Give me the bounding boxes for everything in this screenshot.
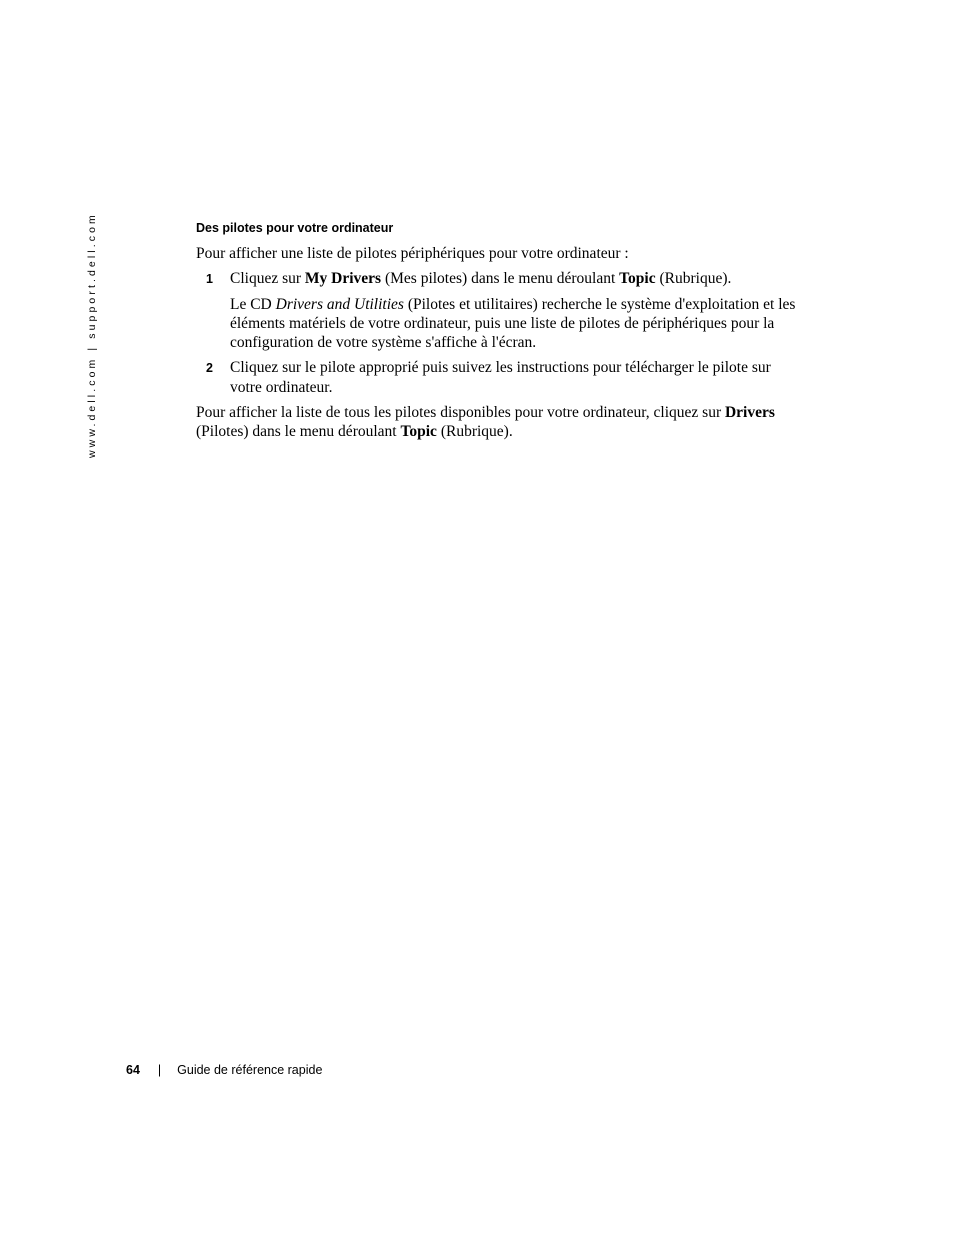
drivers-label: Drivers (724, 404, 775, 422)
step-2 (196, 358, 796, 397)
steps-list (196, 269, 796, 397)
intro-paragraph: Pour afficher une liste de pilotes périphériques pour votre ordinateur : (196, 245, 629, 262)
step-number: 1 (206, 272, 213, 287)
main-content (196, 220, 796, 448)
topic-label: Topic (619, 270, 656, 288)
side-url: www.dell.com | support.dell.com (86, 212, 98, 458)
step-2-text: Cliquez sur le pilote approprié puis suivez les instructions pour télécharger le pilote sur votre ordinateur. (230, 359, 771, 396)
cd-title: Drivers and Utilities (275, 295, 404, 313)
step-1 (196, 269, 796, 352)
step-number: 2 (206, 361, 213, 376)
step-1-text: Cliquez sur My Drivers (Mes pilotes) dans le menu déroulant Topic (Rubrique). (230, 270, 732, 288)
my-drivers-label: My Drivers (304, 270, 382, 288)
guide-title: Guide de référence rapide (177, 1063, 323, 1077)
footer-separator: | (157, 1063, 162, 1077)
page-footer (126, 1062, 322, 1078)
page-number: 64 (126, 1063, 140, 1077)
topic-label: Topic (400, 423, 437, 441)
section-title: Des pilotes pour votre ordinateur (196, 221, 394, 235)
closing-paragraph: Pour afficher la liste de tous les pilotes disponibles pour votre ordinateur, cliquez sur Drivers (Pilotes) dans le menu déroulant Topic (Rubrique). (196, 404, 775, 441)
step-1-detail: Le CD Drivers and Utilities (Pilotes et utilitaires) recherche le système d'exploitation et les éléments matériels de votre ordinateur, puis une liste de pilotes de périphériques pour la configuration de votre système s'affiche à l'écran. (230, 295, 796, 352)
